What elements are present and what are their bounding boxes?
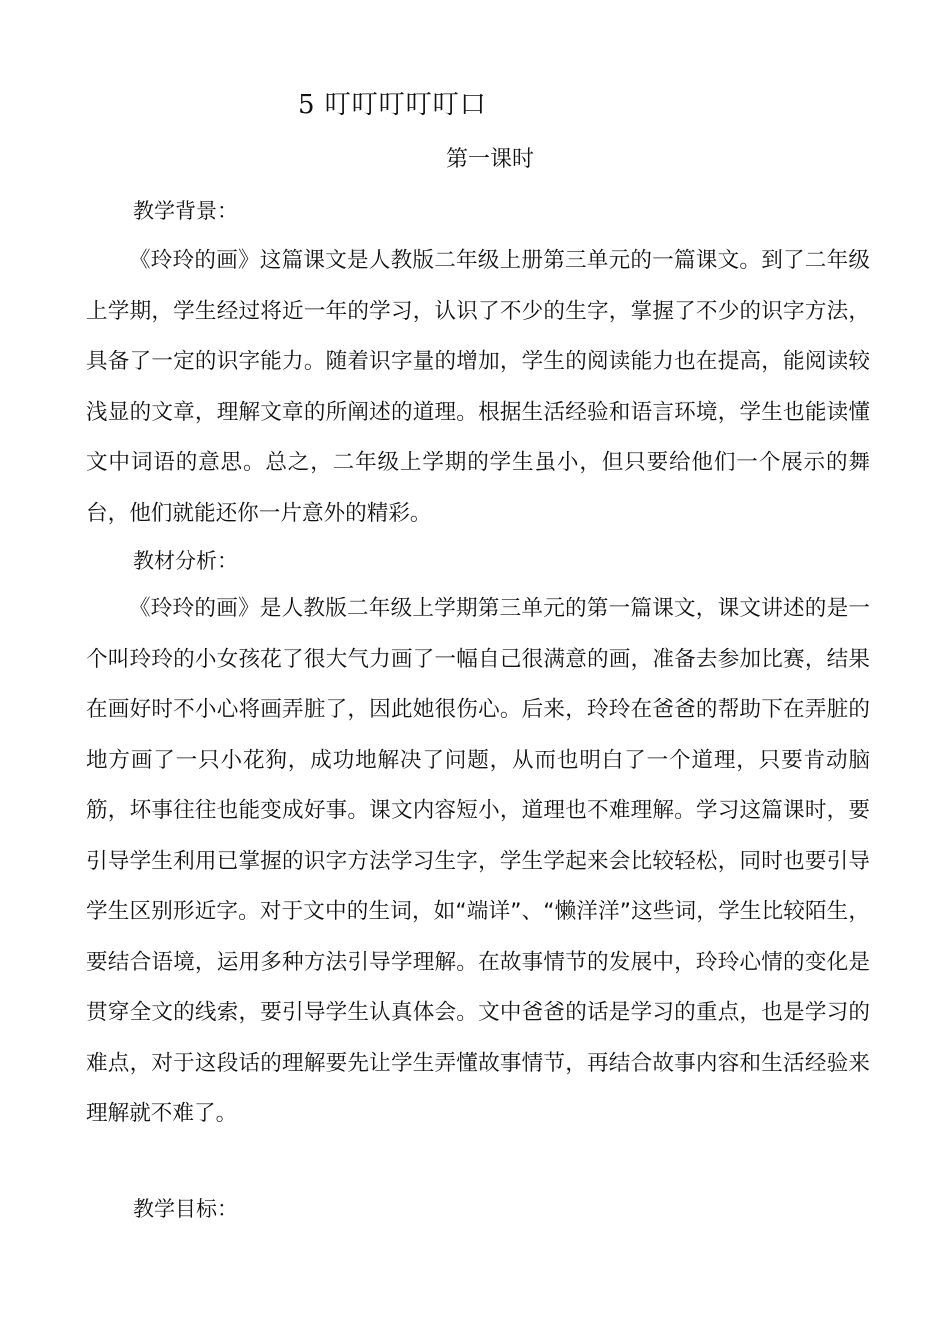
section-heading-teaching-goals: 教学目标：: [133, 1197, 238, 1221]
paragraph-background: 《玲玲的画》这篇课文是人教版二年级上册第三单元的一篇课文。到了二年级上学期，学生经过将近一年的学习，认识了不少的生字，掌握了不少的识字方法，具备了一定的识字能力。随着识字量的增加，学生的阅读能力也在提高，能阅读较浅显的文章，理解文章的所阐述的道理。根据生活经验和语言环境，学生也能读懂文中词语的意思。总之，二年级上学期的学生虽小，但只要给他们一个展示的舞台，他们就能还你一片意外的精彩。: [86, 248, 870, 526]
section-heading-background: 教学背景：: [133, 199, 238, 223]
document-title: 5 叮叮叮叮叮口: [298, 90, 487, 120]
lesson-subtitle: 第一课时: [446, 147, 535, 172]
paragraph-material-analysis: 《玲玲的画》是人教版二年级上学期第三单元的第一篇课文，课文讲述的是一个叫玲玲的小女孩花了很大气力画了一幅自己很满意的画，准备去参加比赛，结果在画好时不小心将画弄脏了，因此她很伤心。后来，玲玲在爸爸的帮助下在弄脏的地方画了一只小花狗，成功地解决了问题，从而也明白了一个道理，只要肯动脑筋，坏事往往也能变成好事。课文内容短小，道理也不难理解。学习这篇课时，要引导学生利用已掌握的识字方法学习生字，学生学起来会比较轻松，同时也要引导学生区别形近字。对于文中的生词，如“端详”、“懒洋洋”这些词，学生比较陌生，要结合语境，运用多种方法引导学理解。在故事情节的发展中，玲玲心情的变化是贯穿全文的线索，要引导学生认真体会。文中爸爸的话是学习的重点，也是学习的难点，对于这段话的理解要先让学生弄懂故事情节，再结合故事内容和生活经验来理解就不难了。: [86, 596, 870, 1126]
section-heading-material-analysis: 教材分析：: [133, 549, 238, 573]
